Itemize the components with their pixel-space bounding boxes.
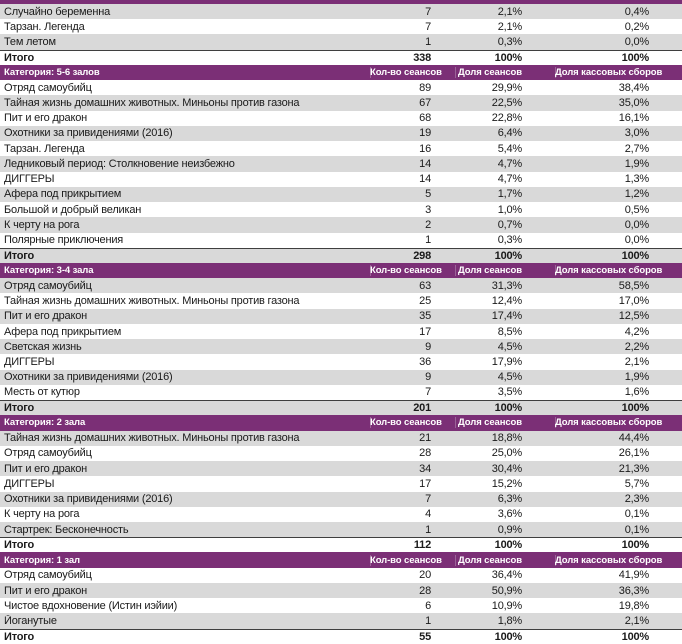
movie-title-cell[interactable]: Большой и добрый великан <box>4 203 142 216</box>
table-row <box>0 217 682 232</box>
col-header-boxoffice-share[interactable]: Доля кассовых сборов <box>555 67 682 78</box>
table-row <box>0 187 682 202</box>
sessions-share-cell[interactable]: 18,8% <box>491 432 522 445</box>
sessions-count-cell[interactable]: 89 <box>419 81 431 94</box>
category-label[interactable]: Категория: 2 зала <box>4 417 86 429</box>
total-sessions-share-cell[interactable]: 100% <box>494 249 522 262</box>
table-row <box>0 111 682 126</box>
table-row <box>0 461 682 476</box>
boxoffice-share-cell[interactable]: 12,5% <box>618 310 649 323</box>
total-label-cell[interactable]: Итого <box>4 630 35 643</box>
movie-title-cell[interactable]: Охотники за привидениями (2016) <box>4 493 173 506</box>
total-sessions-count-cell[interactable]: 338 <box>413 51 431 64</box>
table-row <box>0 19 682 34</box>
movie-title-cell[interactable]: Афера под прикрытием <box>4 325 122 338</box>
movie-title-cell[interactable]: Пит и его дракон <box>4 310 87 323</box>
col-header-sessions-count[interactable]: Кол-во сеансов <box>370 67 455 78</box>
table-row <box>0 354 682 369</box>
total-sessions-count-cell[interactable]: 298 <box>413 249 431 262</box>
sessions-share-cell[interactable]: 15,2% <box>491 477 522 490</box>
sessions-share-cell[interactable]: 2,1% <box>497 5 522 18</box>
boxoffice-share-cell[interactable]: 2,1% <box>624 614 649 627</box>
movie-title-cell[interactable]: Пит и его дракон <box>4 584 87 597</box>
table-row <box>0 476 682 491</box>
movie-title-cell[interactable]: Отряд самоубийц <box>4 447 92 460</box>
boxoffice-share-cell[interactable]: 0,1% <box>624 523 649 536</box>
total-sessions-share-cell[interactable]: 100% <box>494 51 522 64</box>
sessions-share-cell[interactable]: 6,4% <box>497 127 522 140</box>
boxoffice-share-cell[interactable]: 4,2% <box>624 325 649 338</box>
sessions-count-cell[interactable]: 14 <box>419 157 431 170</box>
sessions-count-cell[interactable]: 1 <box>425 36 431 49</box>
total-label-cell[interactable]: Итого <box>4 249 35 262</box>
sessions-count-cell[interactable]: 1 <box>425 614 431 627</box>
sessions-share-cell[interactable]: 3,5% <box>497 386 522 399</box>
sessions-count-cell[interactable]: 35 <box>419 310 431 323</box>
table-row <box>0 324 682 339</box>
sessions-share-cell[interactable]: 0,9% <box>497 523 522 536</box>
movie-title-cell[interactable]: Отряд самоубийц <box>4 569 92 582</box>
total-sessions-share-cell[interactable]: 100% <box>494 539 522 552</box>
table-row <box>0 446 682 461</box>
boxoffice-share-cell[interactable]: 1,6% <box>624 386 649 399</box>
movie-title-cell[interactable]: Стартрек: Бесконечность <box>4 523 129 536</box>
movie-title-cell[interactable]: Пит и его дракон <box>4 462 87 475</box>
boxoffice-share-cell[interactable]: 38,4% <box>618 81 649 94</box>
total-row <box>0 50 682 65</box>
boxoffice-share-cell[interactable]: 1,9% <box>624 157 649 170</box>
sessions-count-cell[interactable]: 2 <box>425 218 431 231</box>
col-header-sessions-share[interactable]: Доля сеансов <box>455 417 555 428</box>
sessions-share-cell[interactable]: 22,8% <box>491 112 522 125</box>
sessions-count-cell[interactable]: 34 <box>419 462 431 475</box>
table-row <box>0 583 682 598</box>
table-row <box>0 80 682 95</box>
sessions-count-cell[interactable]: 9 <box>425 340 431 353</box>
boxoffice-share-cell[interactable]: 35,0% <box>618 97 649 110</box>
boxoffice-share-cell[interactable]: 0,0% <box>624 36 649 49</box>
table-row <box>0 156 682 171</box>
boxoffice-share-cell[interactable]: 3,0% <box>624 127 649 140</box>
table-row <box>0 598 682 613</box>
sessions-count-cell[interactable]: 9 <box>425 371 431 384</box>
movie-title-cell[interactable]: Тайная жизнь домашних животных. Миньоны против газона <box>4 97 300 110</box>
boxoffice-share-cell[interactable]: 2,1% <box>624 356 649 368</box>
sessions-count-cell[interactable]: 17 <box>419 477 431 490</box>
movie-title-cell[interactable]: Охотники за привидениями (2016) <box>4 371 173 384</box>
boxoffice-share-cell[interactable]: 16,1% <box>618 112 649 125</box>
table-row <box>0 34 682 49</box>
total-boxoffice-share-cell[interactable]: 100% <box>621 51 649 64</box>
category-header-row <box>0 65 682 80</box>
category-header-row <box>0 552 682 567</box>
sessions-share-cell[interactable]: 12,4% <box>491 295 522 308</box>
col-header-sessions-count[interactable]: Кол-во сеансов <box>370 265 455 276</box>
sessions-count-cell[interactable]: 7 <box>425 20 431 33</box>
boxoffice-share-cell[interactable]: 2,3% <box>624 493 649 506</box>
table-row <box>0 385 682 400</box>
sessions-share-cell[interactable]: 17,4% <box>491 310 522 323</box>
sessions-count-cell[interactable]: 1 <box>425 523 431 536</box>
movie-title-cell[interactable]: К черту на рога <box>4 218 80 231</box>
table-row <box>0 141 682 156</box>
sessions-share-cell[interactable]: 0,3% <box>497 234 522 247</box>
movie-title-cell[interactable]: К черту на рога <box>4 508 80 521</box>
total-row <box>0 400 682 415</box>
total-boxoffice-share-cell[interactable]: 100% <box>621 630 649 643</box>
sessions-share-cell[interactable]: 4,7% <box>497 173 522 186</box>
category-label[interactable]: Категория: 1 зал <box>4 554 80 566</box>
boxoffice-share-cell[interactable]: 0,5% <box>624 203 649 216</box>
boxoffice-share-cell[interactable]: 1,9% <box>624 371 649 384</box>
total-sessions-count-cell[interactable]: 55 <box>419 630 431 643</box>
table-row <box>0 95 682 110</box>
sessions-count-cell[interactable]: 6 <box>425 599 431 612</box>
sessions-count-cell[interactable]: 16 <box>419 142 431 155</box>
movie-title-cell[interactable]: Светская жизнь <box>4 340 82 353</box>
movie-title-cell[interactable]: Отряд самоубийц <box>4 81 92 94</box>
sessions-share-cell[interactable]: 25,0% <box>491 447 522 460</box>
sessions-share-cell[interactable]: 17,9% <box>491 356 522 368</box>
col-header-sessions-count[interactable]: Кол-во сеансов <box>370 555 455 566</box>
sessions-share-cell[interactable]: 22,5% <box>491 97 522 110</box>
table-row <box>0 431 682 446</box>
sessions-count-cell[interactable]: 14 <box>419 173 431 186</box>
table-row <box>0 339 682 354</box>
table-row <box>0 568 682 583</box>
sessions-share-cell[interactable]: 31,3% <box>491 279 522 292</box>
table-row <box>0 507 682 522</box>
movie-title-cell[interactable]: ДИГГЕРЫ <box>4 173 55 186</box>
table-row <box>0 613 682 628</box>
movie-title-cell[interactable]: Отряд самоубийц <box>4 279 92 292</box>
table-row <box>0 172 682 187</box>
sessions-share-cell[interactable]: 4,5% <box>497 340 522 353</box>
sessions-count-cell[interactable]: 7 <box>425 386 431 399</box>
boxoffice-share-cell[interactable]: 36,3% <box>618 584 649 597</box>
sessions-share-cell[interactable]: 30,4% <box>491 462 522 475</box>
total-label-cell[interactable]: Итого <box>4 51 35 64</box>
table-row <box>0 309 682 324</box>
movie-title-cell[interactable]: Тайная жизнь домашних животных. Миньоны против газона <box>4 432 300 445</box>
sessions-count-cell[interactable]: 3 <box>425 203 431 216</box>
col-header-sessions-share[interactable]: Доля сеансов <box>455 555 555 566</box>
boxoffice-share-cell[interactable]: 0,2% <box>624 20 649 33</box>
movie-title-cell[interactable]: Случайно беременна <box>4 5 110 18</box>
category-label[interactable]: Категория: 3-4 зала <box>4 265 94 277</box>
category-label[interactable]: Категория: 5-6 залов <box>4 67 100 79</box>
col-header-sessions-count[interactable]: Кол-во сеансов <box>370 417 455 428</box>
movie-title-cell[interactable]: Чистое вдохновение (Истин иэйии) <box>4 599 178 612</box>
boxoffice-share-cell[interactable]: 5,7% <box>624 477 649 490</box>
boxoffice-share-cell[interactable]: 58,5% <box>618 279 649 292</box>
boxoffice-share-cell[interactable]: 1,2% <box>624 188 649 201</box>
movie-title-cell[interactable]: Месть от кутюр <box>4 386 80 399</box>
table-row <box>0 126 682 141</box>
sessions-count-cell[interactable]: 4 <box>425 508 431 521</box>
sessions-share-cell[interactable]: 1,0% <box>497 203 522 216</box>
sessions-share-cell[interactable]: 0,7% <box>497 218 522 231</box>
boxoffice-share-cell[interactable]: 0,0% <box>624 218 649 231</box>
category-header-row <box>0 263 682 278</box>
sessions-count-cell[interactable]: 7 <box>425 5 431 18</box>
total-boxoffice-share-cell[interactable]: 100% <box>621 539 649 552</box>
table-row <box>0 278 682 293</box>
table-row <box>0 4 682 19</box>
sessions-share-cell[interactable]: 1,7% <box>497 188 522 201</box>
total-boxoffice-share-cell[interactable]: 100% <box>621 249 649 262</box>
movie-title-cell[interactable]: Йоганутые <box>4 614 57 627</box>
table-row <box>0 202 682 217</box>
boxoffice-share-cell[interactable]: 44,4% <box>618 432 649 445</box>
movie-title-cell[interactable]: ДИГГЕРЫ <box>4 356 55 368</box>
sessions-share-cell[interactable]: 4,7% <box>497 157 522 170</box>
category-header-row <box>0 415 682 430</box>
sessions-count-cell[interactable]: 67 <box>419 97 431 110</box>
sessions-count-cell[interactable]: 21 <box>419 432 431 445</box>
sessions-share-cell[interactable]: 0,3% <box>497 36 522 49</box>
movie-title-cell[interactable]: Афера под прикрытием <box>4 188 122 201</box>
table-row <box>0 492 682 507</box>
boxoffice-share-cell[interactable]: 2,7% <box>624 142 649 155</box>
total-label-cell[interactable]: Итого <box>4 402 35 415</box>
sessions-count-cell[interactable]: 28 <box>419 584 431 597</box>
col-header-boxoffice-share[interactable]: Доля кассовых сборов <box>555 555 682 566</box>
sessions-count-cell[interactable]: 19 <box>419 127 431 140</box>
sessions-count-cell[interactable]: 7 <box>425 493 431 506</box>
movie-title-cell[interactable]: Тайная жизнь домашних животных. Миньоны против газона <box>4 295 300 308</box>
movie-title-cell[interactable]: ДИГГЕРЫ <box>4 477 55 490</box>
total-row <box>0 629 682 644</box>
total-label-cell[interactable]: Итого <box>4 539 35 552</box>
boxoffice-share-cell[interactable]: 0,0% <box>624 234 649 247</box>
sessions-count-cell[interactable]: 20 <box>419 569 431 582</box>
total-row <box>0 248 682 263</box>
table-row <box>0 293 682 308</box>
total-row <box>0 537 682 552</box>
movie-title-cell[interactable]: Тарзан. Легенда <box>4 20 85 33</box>
boxoffice-share-cell[interactable]: 0,4% <box>624 5 649 18</box>
sessions-share-cell[interactable]: 1,8% <box>497 614 522 627</box>
total-boxoffice-share-cell[interactable]: 100% <box>621 402 649 415</box>
movie-title-cell[interactable]: Тем летом <box>4 36 56 49</box>
sessions-count-cell[interactable]: 36 <box>419 356 431 368</box>
sessions-share-cell[interactable]: 50,9% <box>491 584 522 597</box>
total-sessions-share-cell[interactable]: 100% <box>494 630 522 643</box>
movie-title-cell[interactable]: Тарзан. Легенда <box>4 142 85 155</box>
sessions-share-cell[interactable]: 6,3% <box>497 493 522 506</box>
boxoffice-share-cell[interactable]: 41,9% <box>618 569 649 582</box>
boxoffice-share-cell[interactable]: 0,1% <box>624 508 649 521</box>
sessions-count-cell[interactable]: 17 <box>419 325 431 338</box>
boxoffice-share-cell[interactable]: 1,3% <box>624 173 649 186</box>
movie-title-cell[interactable]: Ледниковый период: Столкновение неизбежно <box>4 157 235 170</box>
sessions-count-cell[interactable]: 68 <box>419 112 431 125</box>
table-row <box>0 522 682 537</box>
boxoffice-share-cell[interactable]: 19,8% <box>618 599 649 612</box>
col-header-boxoffice-share[interactable]: Доля кассовых сборов <box>555 265 682 276</box>
boxoffice-share-cell[interactable]: 2,2% <box>624 340 649 353</box>
total-sessions-count-cell[interactable]: 201 <box>413 402 431 415</box>
col-header-sessions-share[interactable]: Доля сеансов <box>455 265 555 276</box>
sessions-share-cell[interactable]: 36,4% <box>491 569 522 582</box>
sessions-count-cell[interactable]: 28 <box>419 447 431 460</box>
sessions-share-cell[interactable]: 5,4% <box>497 142 522 155</box>
sessions-count-cell[interactable]: 25 <box>419 295 431 308</box>
table-body <box>0 4 682 644</box>
sessions-share-cell[interactable]: 29,9% <box>491 81 522 94</box>
sessions-share-cell[interactable]: 8,5% <box>497 325 522 338</box>
sessions-count-cell[interactable]: 63 <box>419 279 431 292</box>
table-row <box>0 233 682 248</box>
sessions-share-cell[interactable]: 4,5% <box>497 371 522 384</box>
total-sessions-share-cell[interactable]: 100% <box>494 402 522 415</box>
boxoffice-share-cell[interactable]: 26,1% <box>618 447 649 460</box>
col-header-sessions-share[interactable]: Доля сеансов <box>455 67 555 78</box>
sessions-count-cell[interactable]: 1 <box>425 234 431 247</box>
total-sessions-count-cell[interactable]: 112 <box>413 539 431 552</box>
sessions-count-cell[interactable]: 5 <box>425 188 431 201</box>
sessions-share-cell[interactable]: 2,1% <box>497 20 522 33</box>
col-header-boxoffice-share[interactable]: Доля кассовых сборов <box>555 417 682 428</box>
movie-title-cell[interactable]: Охотники за привидениями (2016) <box>4 127 173 140</box>
table-row <box>0 370 682 385</box>
boxoffice-share-cell[interactable]: 17,0% <box>618 295 649 308</box>
sessions-share-cell[interactable]: 3,6% <box>497 508 522 521</box>
movie-title-cell[interactable]: Полярные приключения <box>4 234 124 247</box>
movie-title-cell[interactable]: Пит и его дракон <box>4 112 87 125</box>
boxoffice-share-cell[interactable]: 21,3% <box>618 462 649 475</box>
sessions-share-cell[interactable]: 10,9% <box>491 599 522 612</box>
